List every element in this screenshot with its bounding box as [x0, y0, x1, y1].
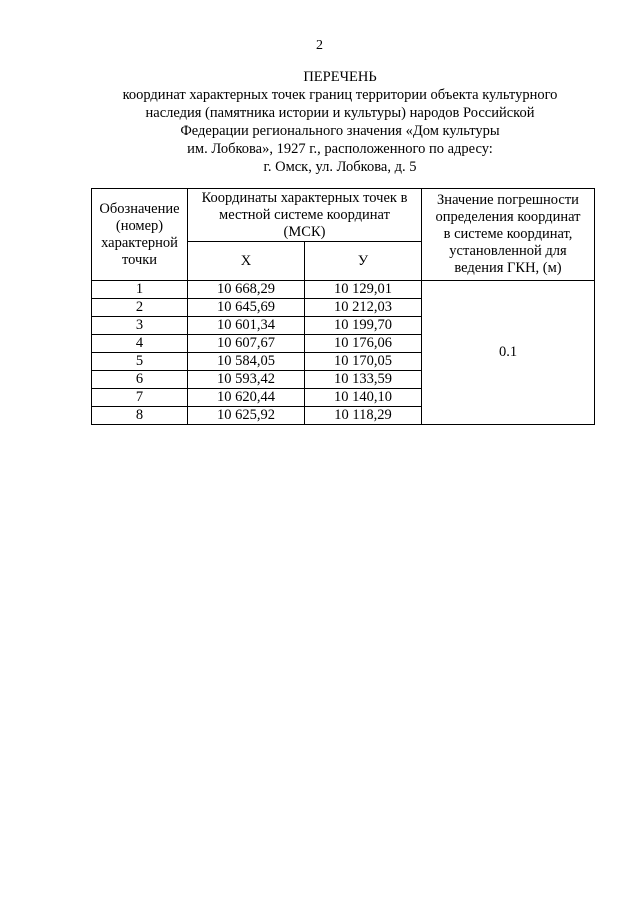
header-text-line: точки — [121, 251, 158, 268]
header-text-line: Координаты характерных точек в — [201, 189, 408, 206]
coordinates-header — [188, 189, 422, 242]
point-number-cell: 4 — [92, 335, 188, 353]
header-text-line: характерной — [101, 234, 178, 251]
y-coordinate-cell: 10 140,10 — [305, 389, 422, 407]
x-coordinate-cell: 10 668,29 — [188, 281, 305, 299]
header-text-line: определения координат — [435, 209, 581, 225]
header-text-line: установленной для — [449, 243, 567, 259]
accuracy-header — [422, 189, 595, 281]
x-coordinate-cell: 10 607,67 — [188, 335, 305, 353]
y-coordinate-cell: 10 129,01 — [305, 281, 422, 299]
x-coordinate-cell: 10 601,34 — [188, 317, 305, 335]
point-number-cell: 5 — [92, 353, 188, 371]
header-text-line: местной системе координат — [219, 206, 390, 223]
y-coordinate-cell: 10 170,05 — [305, 353, 422, 371]
y-column-header: У — [305, 242, 422, 281]
x-coordinate-cell: 10 584,05 — [188, 353, 305, 371]
y-coordinate-cell: 10 199,70 — [305, 317, 422, 335]
header-line: Федерации регионального значения «Дом культуры — [180, 123, 500, 139]
y-coordinate-cell: 10 133,59 — [305, 371, 422, 389]
header-line: наследия (памятника истории и культуры) народов Российской — [145, 105, 535, 121]
coordinates-table — [91, 188, 595, 425]
header-line: г. Омск, ул. Лобкова, д. 5 — [263, 159, 417, 175]
point-number-cell: 7 — [92, 389, 188, 407]
header-text-line: Обозначение — [99, 200, 180, 217]
header-line: им. Лобкова», 1927 г., расположенного по адресу: — [187, 141, 493, 157]
point-number-cell: 8 — [92, 407, 188, 425]
x-column-header: X — [188, 242, 305, 281]
point-number-cell: 6 — [92, 371, 188, 389]
point-number-cell: 2 — [92, 299, 188, 317]
header-text-line: (номер) — [115, 217, 164, 234]
x-coordinate-cell: 10 620,44 — [188, 389, 305, 407]
header-text-line: (МСК) — [283, 223, 326, 240]
y-coordinate-cell: 10 176,06 — [305, 335, 422, 353]
point-number-cell: 1 — [92, 281, 188, 299]
y-coordinate-cell: 10 118,29 — [305, 407, 422, 425]
table-row — [92, 281, 595, 299]
x-coordinate-cell: 10 645,69 — [188, 299, 305, 317]
header-text-line: ведения ГКН, (м) — [454, 260, 562, 276]
accuracy-value-cell: 0.1 — [422, 281, 595, 425]
x-coordinate-cell: 10 625,92 — [188, 407, 305, 425]
page-number: 2 — [316, 38, 323, 53]
header-line: координат характерных точек границ территории объекта культурного — [122, 87, 558, 103]
header-text-line: в системе координат, — [443, 226, 573, 242]
point-number-cell: 3 — [92, 317, 188, 335]
document-header — [90, 68, 590, 176]
table-header-row — [92, 189, 595, 242]
y-coordinate-cell: 10 212,03 — [305, 299, 422, 317]
point-designation-header — [92, 189, 188, 281]
document-title: ПЕРЕЧЕНЬ — [303, 69, 377, 85]
header-text-line: Значение погрешности — [437, 192, 579, 208]
x-coordinate-cell: 10 593,42 — [188, 371, 305, 389]
